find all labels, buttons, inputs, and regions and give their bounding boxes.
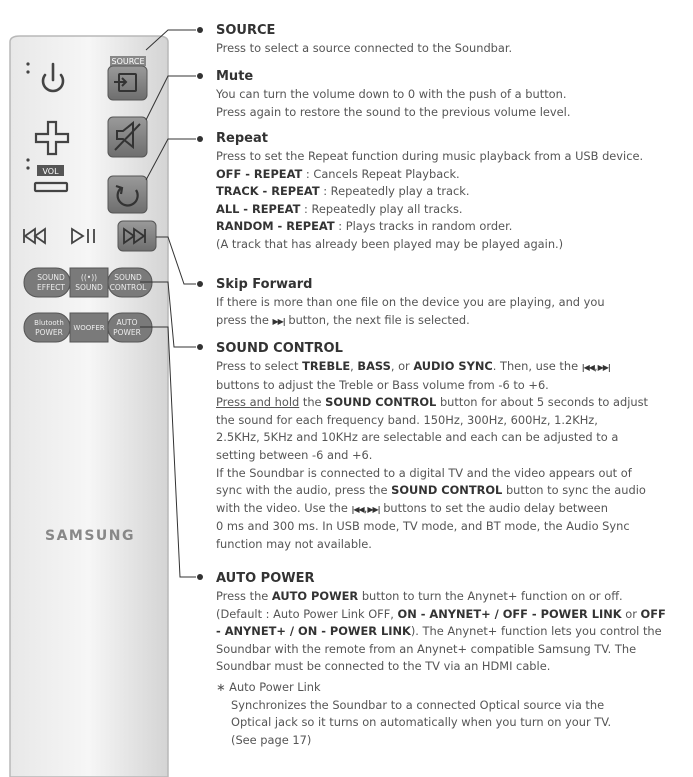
sc-bass: BASS (357, 359, 391, 373)
ap-note-2: Optical jack so it turns on automatically when you turn on your TV. (231, 715, 612, 730)
ap-l2a: (Default : Auto Power Link OFF, (216, 606, 398, 621)
sound-effect-label-2: EFFECT (37, 283, 65, 292)
sc-p2-line2: the sound for each frequency band. 150Hz, 300Hz, 600Hz, 1.2KHz, (216, 412, 598, 427)
sound-button[interactable] (70, 268, 108, 297)
sc-comma: , (350, 359, 358, 373)
section-source (216, 22, 686, 58)
sc-p1-a: Press to select (216, 359, 303, 373)
skip-forward-inline-icon: ▶▶| (597, 363, 610, 372)
bluetooth-power-button[interactable] (24, 313, 70, 342)
section-sound-control (216, 340, 686, 554)
repeat-option-track (216, 183, 686, 201)
repeat-random-label: RANDOM - REPEAT (216, 219, 335, 234)
sc-p2-line3: 2.5KHz, 5KHz and 10KHz are selectable and each can be adjusted to a (216, 430, 619, 445)
sc-p3-l3b: buttons to set the audio delay between (379, 500, 608, 515)
sc-p3-line1: If the Soundbar is connected to a digital TV and the video appears out of (216, 465, 632, 480)
sc-icon-sep: , (593, 359, 598, 373)
ap-l1b: button to turn the Anynet+ function on or off. (358, 589, 623, 603)
skip-back-inline-icon: |◀◀ (581, 363, 594, 372)
sound-effect-label-1: SOUND (37, 273, 65, 282)
section-mute (216, 68, 686, 121)
sc-p3-l3a: with the video. Use the (216, 500, 352, 515)
ap-note-3: (See page 17) (231, 732, 312, 747)
sc-p3-l2b: button to sync the audio (502, 483, 646, 498)
mute-desc-1: You can turn the volume down to 0 with the push of a button. (216, 87, 567, 101)
mute-button[interactable] (108, 117, 147, 157)
woofer-label: WOOFER (73, 324, 105, 332)
auto-power-label-2: POWER (113, 328, 141, 337)
skip-desc-2 (216, 312, 686, 331)
repeat-all-text: : Repeatedly play all tracks. (300, 201, 463, 216)
sound-control-label-1: SOUND (114, 273, 142, 282)
sound-control-label-2: CONTROL (109, 283, 147, 292)
repeat-off-text: : Cancels Repeat Playback. (302, 166, 460, 181)
brand-logo: SAMSUNG (44, 528, 136, 544)
ap-line5: Soundbar must be connected to the TV via an HDMI cable. (216, 659, 551, 674)
surround-icon: ((•)) (80, 273, 98, 282)
ap-l1a: Press the (216, 589, 272, 603)
auto-power-title: AUTO POWER (216, 571, 315, 586)
repeat-option-all (216, 201, 686, 219)
section-repeat (216, 130, 686, 254)
section-skip-forward (216, 276, 686, 330)
repeat-title: Repeat (216, 131, 268, 146)
ap-l3b: ). The Anynet+ function lets you control the (410, 624, 662, 639)
woofer-button[interactable] (70, 313, 108, 342)
skip-desc-2b: button, the next file is selected. (284, 312, 470, 327)
sc-p1-line2: buttons to adjust the Treble or Bass volume from -6 to +6. (216, 377, 549, 392)
sc-p2-line4: setting between -6 and +6. (216, 447, 373, 462)
sc-label-bold-2: SOUND CONTROL (391, 483, 503, 498)
repeat-track-text: : Repeatedly play a track. (319, 184, 470, 199)
auto-power-label-1: AUTO (116, 318, 138, 327)
source-desc: Press to select a source connected to the Soundbar. (216, 41, 513, 55)
repeat-note: (A track that has already been played may be played again.) (216, 236, 564, 251)
bluetooth-power-label-2: POWER (35, 328, 63, 337)
section-auto-power (216, 570, 686, 749)
source-key-label: SOURCE (111, 57, 145, 66)
source-title: SOURCE (216, 23, 276, 38)
sc-p2-line1 (216, 394, 686, 412)
ap-line4: Soundbar with the remote from an Anynet+ compatible Samsung TV. The (216, 641, 637, 656)
ap-l2-or: or (621, 606, 641, 621)
bluetooth-power-label-1: Blutooth (34, 319, 64, 327)
callout-dots (197, 27, 203, 580)
repeat-all-label: ALL - REPEAT (216, 201, 301, 216)
repeat-track-label: TRACK - REPEAT (216, 184, 320, 199)
ap-note-1: Synchronizes the Soundbar to a connected Optical source via the (231, 697, 605, 712)
sc-p2-a: button for about 5 seconds to adjust (436, 395, 649, 410)
sc-p3-line3 (216, 500, 686, 519)
sc-p1-b: . Then, use the (492, 359, 582, 373)
repeat-option-off (216, 166, 686, 184)
sc-treble: TREBLE (302, 359, 351, 373)
skip-back-inline-icon-2: |◀◀ (351, 504, 364, 514)
repeat-intro: Press to set the Repeat function during music playback from a USB device. (216, 149, 644, 163)
sc-icon-sep-2: , (363, 500, 368, 515)
repeat-button[interactable] (108, 176, 147, 213)
sc-p3-l2a: sync with the audio, press the (216, 483, 392, 498)
skip-title: Skip Forward (216, 277, 313, 292)
skip-forward-button[interactable] (118, 221, 156, 251)
skip-forward-inline-icon: ▶▶| (272, 316, 285, 326)
ap-l2-bold2: OFF (640, 606, 666, 621)
sc-p1-line1 (216, 358, 686, 377)
source-button[interactable] (108, 56, 147, 100)
sc-or: , or (390, 359, 414, 373)
ap-l3-bold: - ANYNET+ / ON - POWER LINK (216, 624, 411, 639)
skip-forward-inline-icon-2: ▶▶| (367, 504, 380, 514)
sc-audio-sync: AUDIO SYNC (413, 359, 493, 373)
skip-desc-1: If there is more than one file on the device you are playing, and you (216, 295, 605, 309)
skip-desc-2a: press the (216, 312, 273, 327)
ap-l2-bold1: ON - ANYNET+ / OFF - POWER LINK (397, 606, 622, 621)
repeat-off-label: OFF - REPEAT (216, 166, 303, 181)
mute-desc-2: Press again to restore the sound to the previous volume level. (216, 104, 571, 119)
vol-label: VOL (42, 167, 59, 176)
ap-l1-bold: AUTO POWER (271, 589, 359, 603)
sc-p3-line2 (216, 482, 686, 500)
repeat-option-random (216, 218, 686, 236)
ap-line3 (216, 623, 686, 641)
sc-p3-line5: function may not available. (216, 536, 372, 551)
sc-the: the (299, 395, 326, 410)
ap-line1 (216, 588, 686, 606)
sc-p3-line4: 0 ms and 300 ms. In USB mode, TV mode, and BT mode, the Audio Sync (216, 519, 630, 534)
ap-note-title: ∗ Auto Power Link (216, 679, 321, 694)
sound-effect-button[interactable] (24, 268, 70, 297)
ap-line2 (216, 606, 686, 624)
sound-control-title: SOUND CONTROL (216, 341, 343, 356)
mute-title: Mute (216, 69, 254, 84)
sc-label-bold: SOUND CONTROL (325, 395, 437, 410)
repeat-random-text: : Plays tracks in random order. (334, 219, 513, 234)
sc-press-hold: Press and hold (216, 395, 300, 410)
ap-note (216, 679, 686, 749)
sound-label: SOUND (75, 283, 103, 292)
